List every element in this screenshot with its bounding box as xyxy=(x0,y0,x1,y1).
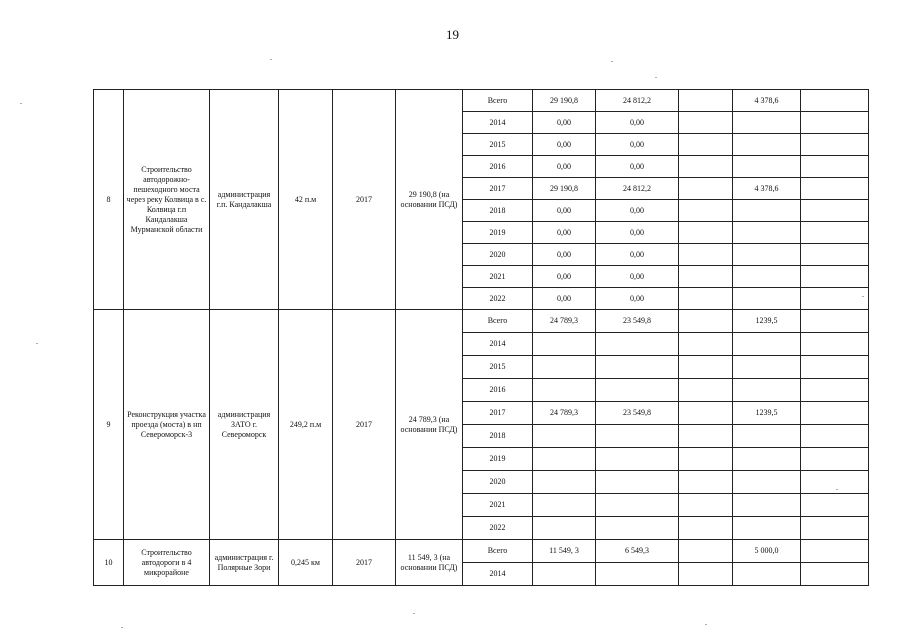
period-label: 2016 xyxy=(463,156,533,178)
total-amount: 0,00 xyxy=(533,200,596,222)
table-row xyxy=(94,310,869,333)
total-amount: 0,00 xyxy=(533,134,596,156)
commission-year: 2017 xyxy=(333,310,396,540)
total-amount: 0,00 xyxy=(533,222,596,244)
amount-col-5 xyxy=(801,494,869,517)
amount-col-3 xyxy=(679,178,733,200)
total-amount xyxy=(533,448,596,471)
amount-col-3 xyxy=(679,112,733,134)
regional-amount: 4 378,6 xyxy=(733,90,801,112)
capacity-value: 42 п.м xyxy=(279,90,333,310)
amount-col-3 xyxy=(679,200,733,222)
amount-col-3 xyxy=(679,310,733,333)
scan-speck xyxy=(20,103,22,104)
object-name: Строительство автодорожно-пешеходного моста через реку Колвица в с. Колвица г.п Кандалакша Мурманской области xyxy=(124,90,210,310)
amount-col-3 xyxy=(679,222,733,244)
amount-col-5 xyxy=(801,356,869,379)
federal-amount xyxy=(596,494,679,517)
estimated-cost: 24 789,3 (на основании ПСД) xyxy=(396,310,463,540)
scan-speck xyxy=(611,61,613,62)
federal-amount xyxy=(596,333,679,356)
total-amount: 29 190,8 xyxy=(533,90,596,112)
total-amount xyxy=(533,379,596,402)
period-label: 2018 xyxy=(463,200,533,222)
total-amount: 24 789,3 xyxy=(533,402,596,425)
scan-speck xyxy=(270,59,272,60)
federal-amount: 0,00 xyxy=(596,200,679,222)
amount-col-3 xyxy=(679,266,733,288)
amount-col-3 xyxy=(679,448,733,471)
amount-col-5 xyxy=(801,448,869,471)
amount-col-5 xyxy=(801,310,869,333)
amount-col-5 xyxy=(801,333,869,356)
federal-amount: 0,00 xyxy=(596,156,679,178)
period-label: 2014 xyxy=(463,563,533,586)
object-name: Строительство автодороги в 4 микрорайоне xyxy=(124,540,210,586)
regional-amount xyxy=(733,244,801,266)
regional-amount: 1239,5 xyxy=(733,310,801,333)
federal-amount: 23 549,8 xyxy=(596,310,679,333)
regional-amount xyxy=(733,200,801,222)
amount-col-5 xyxy=(801,244,869,266)
federal-amount xyxy=(596,356,679,379)
amount-col-5 xyxy=(801,425,869,448)
period-label: 2014 xyxy=(463,112,533,134)
scan-speck xyxy=(36,343,38,344)
amount-col-3 xyxy=(679,356,733,379)
federal-amount xyxy=(596,425,679,448)
federal-amount: 0,00 xyxy=(596,134,679,156)
regional-amount: 1239,5 xyxy=(733,402,801,425)
row-number: 10 xyxy=(94,540,124,586)
total-amount xyxy=(533,494,596,517)
total-amount xyxy=(533,333,596,356)
amount-col-5 xyxy=(801,540,869,563)
amount-col-3 xyxy=(679,156,733,178)
federal-amount: 0,00 xyxy=(596,288,679,310)
amount-col-3 xyxy=(679,540,733,563)
customer-name: администрация г.п. Кандалакша xyxy=(210,90,279,310)
customer-name: администрация г. Полярные Зори xyxy=(210,540,279,586)
regional-amount xyxy=(733,563,801,586)
total-amount: 0,00 xyxy=(533,112,596,134)
period-label: 2017 xyxy=(463,402,533,425)
period-label: Всего xyxy=(463,90,533,112)
amount-col-3 xyxy=(679,244,733,266)
total-amount xyxy=(533,425,596,448)
total-amount: 0,00 xyxy=(533,244,596,266)
period-label: 2016 xyxy=(463,379,533,402)
amount-col-3 xyxy=(679,517,733,540)
estimated-cost: 29 190,8 (на основании ПСД) xyxy=(396,90,463,310)
period-label: 2015 xyxy=(463,134,533,156)
capacity-value: 249,2 п.м xyxy=(279,310,333,540)
table-row xyxy=(94,540,869,563)
row-number: 8 xyxy=(94,90,124,310)
federal-amount xyxy=(596,471,679,494)
amount-col-5 xyxy=(801,222,869,244)
amount-col-5 xyxy=(801,517,869,540)
amount-col-5 xyxy=(801,379,869,402)
federal-amount: 0,00 xyxy=(596,244,679,266)
customer-name: администрация ЗАТО г. Североморск xyxy=(210,310,279,540)
amount-col-5 xyxy=(801,200,869,222)
scan-speck xyxy=(413,613,415,614)
period-label: 2021 xyxy=(463,494,533,517)
amount-col-3 xyxy=(679,288,733,310)
amount-col-5 xyxy=(801,178,869,200)
total-amount xyxy=(533,563,596,586)
amount-col-5 xyxy=(801,156,869,178)
amount-col-5 xyxy=(801,134,869,156)
regional-amount xyxy=(733,333,801,356)
object-name: Реконструкция участка проезда (моста) в нп Североморск-3 xyxy=(124,310,210,540)
period-label: 2019 xyxy=(463,222,533,244)
regional-amount xyxy=(733,356,801,379)
total-amount xyxy=(533,471,596,494)
period-label: 2020 xyxy=(463,244,533,266)
regional-amount xyxy=(733,288,801,310)
period-label: 2021 xyxy=(463,266,533,288)
amount-col-3 xyxy=(679,425,733,448)
total-amount: 0,00 xyxy=(533,288,596,310)
regional-amount xyxy=(733,471,801,494)
page-number: 19 xyxy=(446,27,459,42)
amount-col-3 xyxy=(679,333,733,356)
scan-speck xyxy=(121,627,123,628)
period-label: 2017 xyxy=(463,178,533,200)
federal-amount: 24 812,2 xyxy=(596,178,679,200)
regional-amount xyxy=(733,448,801,471)
amount-col-5 xyxy=(801,266,869,288)
period-label: 2018 xyxy=(463,425,533,448)
regional-amount xyxy=(733,379,801,402)
regional-amount xyxy=(733,112,801,134)
commission-year: 2017 xyxy=(333,540,396,586)
regional-amount xyxy=(733,156,801,178)
regional-amount xyxy=(733,517,801,540)
scan-speck xyxy=(836,489,838,490)
federal-amount: 0,00 xyxy=(596,112,679,134)
commission-year: 2017 xyxy=(333,90,396,310)
funding-table xyxy=(93,89,869,586)
amount-col-5 xyxy=(801,90,869,112)
amount-col-3 xyxy=(679,402,733,425)
total-amount: 0,00 xyxy=(533,156,596,178)
scan-speck xyxy=(862,296,864,297)
federal-amount xyxy=(596,563,679,586)
federal-amount: 0,00 xyxy=(596,266,679,288)
total-amount xyxy=(533,356,596,379)
regional-amount xyxy=(733,134,801,156)
amount-col-5 xyxy=(801,402,869,425)
period-label: 2014 xyxy=(463,333,533,356)
total-amount: 24 789,3 xyxy=(533,310,596,333)
federal-amount: 0,00 xyxy=(596,222,679,244)
federal-amount xyxy=(596,448,679,471)
amount-col-3 xyxy=(679,471,733,494)
amount-col-3 xyxy=(679,90,733,112)
regional-amount xyxy=(733,494,801,517)
total-amount: 11 549, 3 xyxy=(533,540,596,563)
federal-amount: 24 812,2 xyxy=(596,90,679,112)
amount-col-3 xyxy=(679,379,733,402)
regional-amount xyxy=(733,222,801,244)
period-label: 2020 xyxy=(463,471,533,494)
federal-amount xyxy=(596,517,679,540)
amount-col-5 xyxy=(801,288,869,310)
amount-col-5 xyxy=(801,471,869,494)
amount-col-5 xyxy=(801,112,869,134)
scan-speck xyxy=(705,624,707,625)
row-number: 9 xyxy=(94,310,124,540)
amount-col-3 xyxy=(679,563,733,586)
period-label: 2019 xyxy=(463,448,533,471)
federal-amount xyxy=(596,379,679,402)
federal-amount: 23 549,8 xyxy=(596,402,679,425)
regional-amount: 5 000,0 xyxy=(733,540,801,563)
estimated-cost: 11 549, 3 (на основании ПСД) xyxy=(396,540,463,586)
total-amount xyxy=(533,517,596,540)
table-row xyxy=(94,90,869,112)
amount-col-5 xyxy=(801,563,869,586)
federal-amount: 6 549,3 xyxy=(596,540,679,563)
regional-amount xyxy=(733,425,801,448)
total-amount: 29 190,8 xyxy=(533,178,596,200)
regional-amount: 4 378,6 xyxy=(733,178,801,200)
scan-speck xyxy=(655,77,657,78)
capacity-value: 0,245 км xyxy=(279,540,333,586)
period-label: 2022 xyxy=(463,517,533,540)
period-label: Всего xyxy=(463,310,533,333)
period-label: Всего xyxy=(463,540,533,563)
period-label: 2022 xyxy=(463,288,533,310)
amount-col-3 xyxy=(679,494,733,517)
table-body xyxy=(94,90,869,586)
total-amount: 0,00 xyxy=(533,266,596,288)
period-label: 2015 xyxy=(463,356,533,379)
amount-col-3 xyxy=(679,134,733,156)
regional-amount xyxy=(733,266,801,288)
